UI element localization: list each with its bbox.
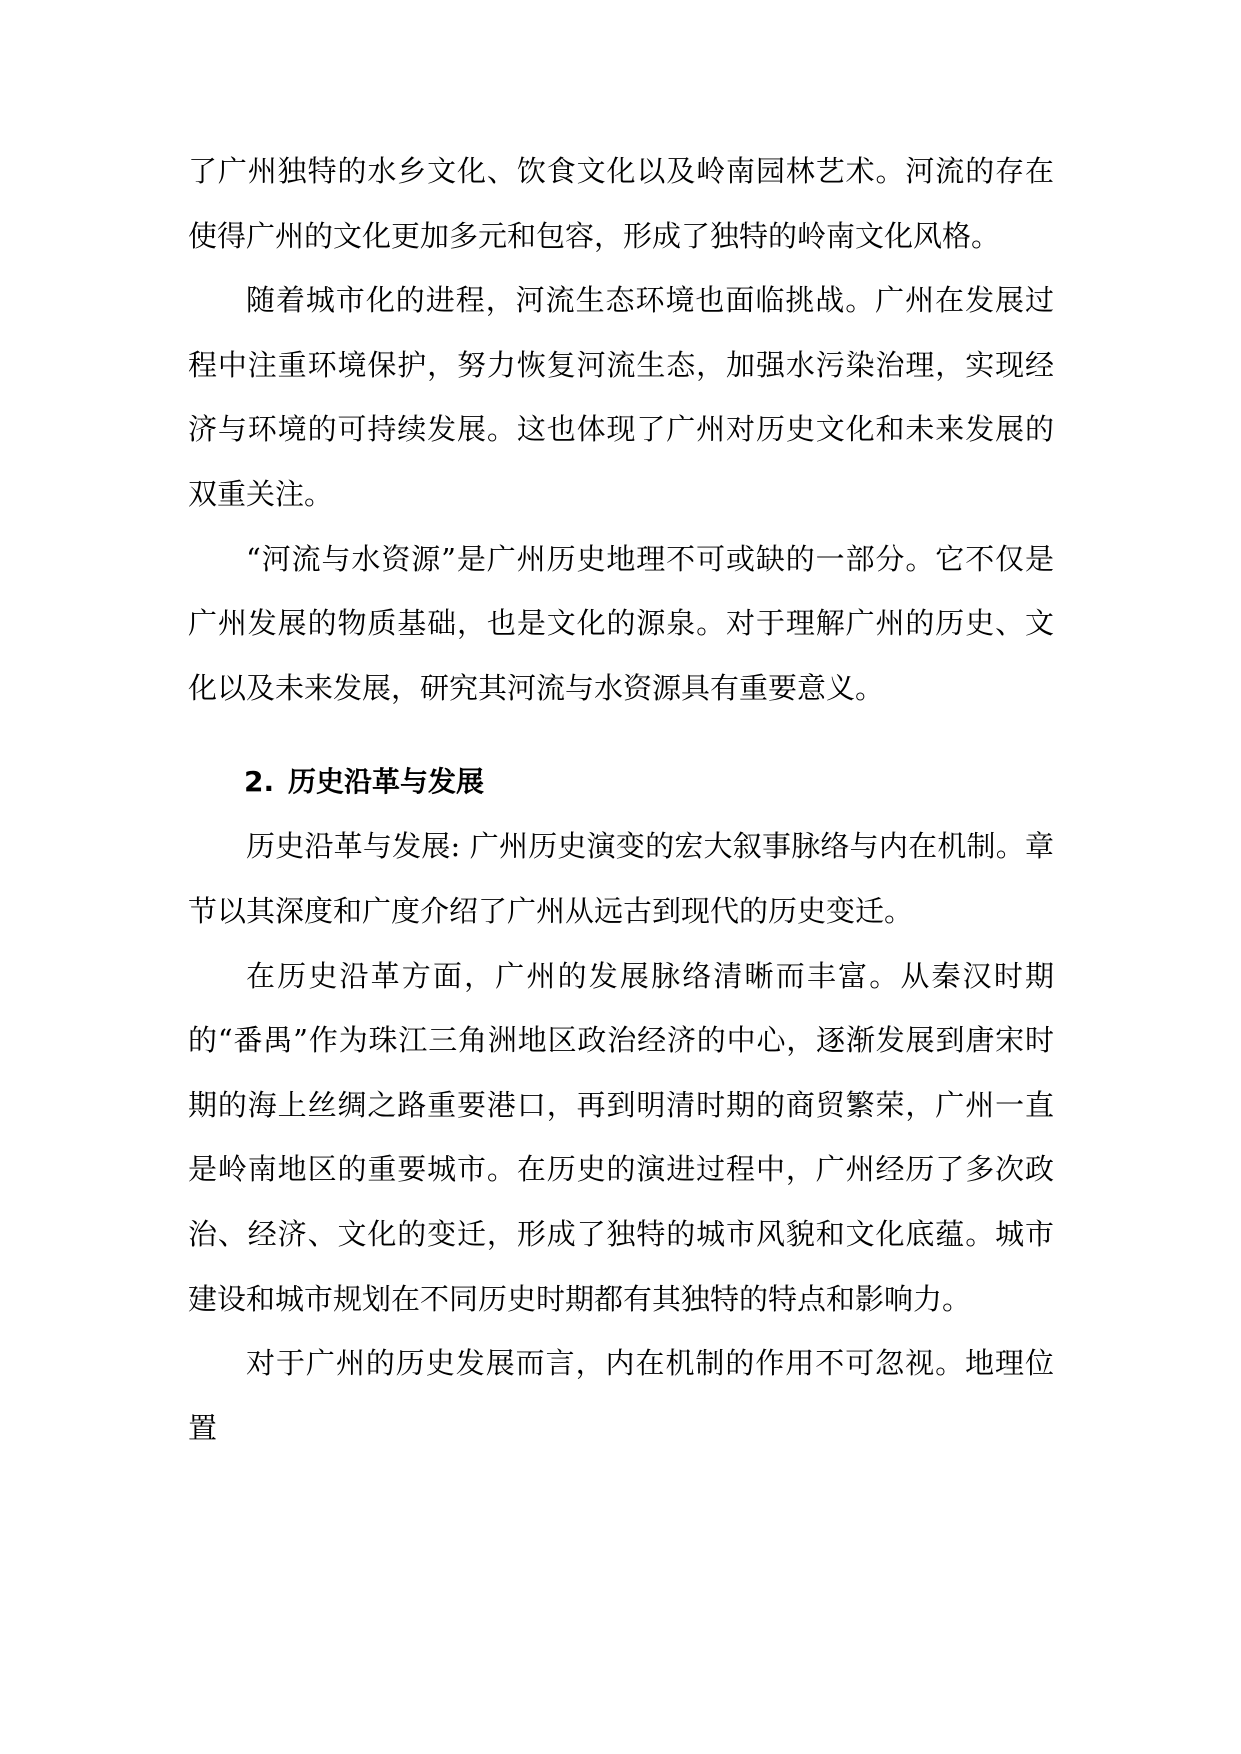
section-title: 历史沿革与发展 xyxy=(288,765,485,799)
paragraph-history-evolution: 在历史沿革方面，广州的发展脉络清晰而丰富。从秦汉时期的“番禺”作为珠江三角洲地区政治经济的中心，逐渐发展到唐宋时期的海上丝绸之路重要港口，再到明清时期的商贸繁荣，广州一直是岭南地区的重要城市。在历史的演进过程中，广州经历了多次政治、经济、文化的变迁，形成了独特的城市风貌和文化底蕴。城市建设和城市规划在不同历史时期都有其独特的特点和影响力。 xyxy=(188,958,1054,1316)
paragraph-urbanization: 随着城市化的进程，河流生态环境也面临挑战。广州在发展过程中注重环境保护，努力恢复河流生态，加强水污染治理，实现经济与环境的可持续发展。这也体现了广州对历史文化和未来发展的双重关注。 xyxy=(188,283,1054,511)
document-body xyxy=(188,139,1054,1460)
paragraph-rivers-summary: “河流与水资源”是广州历史地理不可或缺的一部分。它不仅是广州发展的物质基础，也是文化的源泉。对于理解广州的历史、文化以及未来发展，研究其河流与水资源具有重要意义。 xyxy=(188,541,1054,705)
paragraph-history-intro: 历史沿革与发展: 广州历史演变的宏大叙事脉络与内在机制。章节以其深度和广度介绍了广州从远古到现代的历史变迁。 xyxy=(188,829,1054,928)
paragraph-continued: 了广州独特的水乡文化、饮食文化以及岭南园林艺术。河流的存在使得广州的文化更加多元和包容，形成了独特的岭南文化风格。 xyxy=(188,154,1054,253)
section-heading xyxy=(188,750,1054,814)
section-number: 2. xyxy=(244,765,275,799)
paragraph-internal-mechanism: 对于广州的历史发展而言，内在机制的作用不可忽视。地理位置 xyxy=(188,1346,1054,1445)
